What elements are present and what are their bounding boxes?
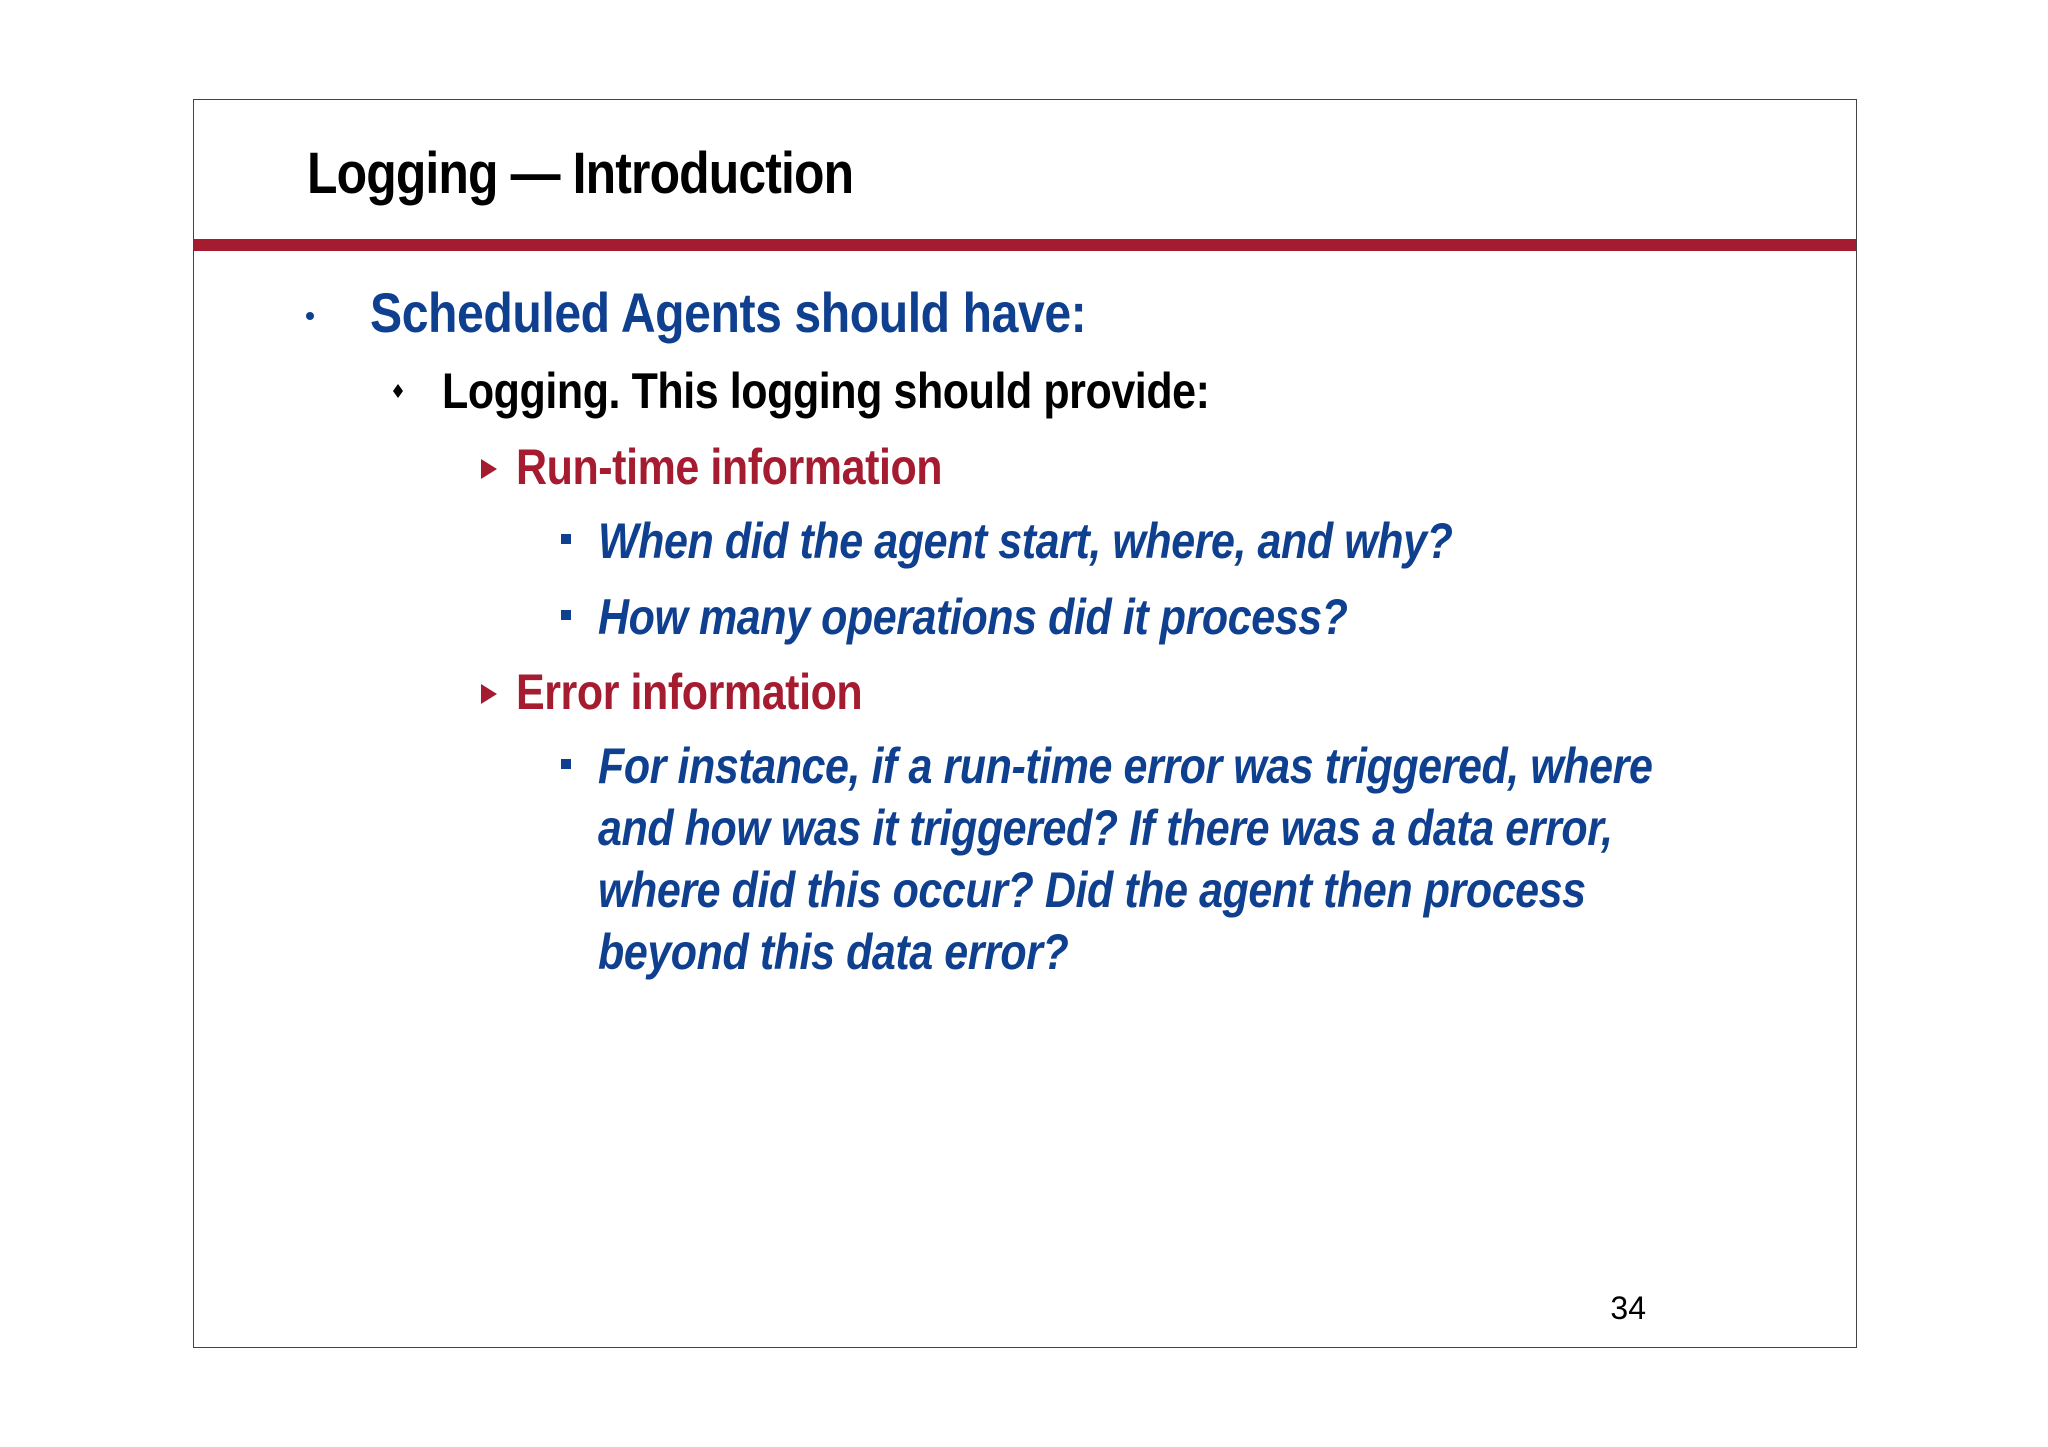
- square-bullet-icon: [561, 610, 571, 620]
- bullet-level3-error-info: Error information: [516, 664, 863, 720]
- diamond-bullet-icon: [393, 384, 403, 398]
- bullet-level4-operations: How many operations did it process?: [598, 589, 1348, 645]
- title-divider-bar: [194, 239, 1856, 251]
- bullet-level4-error-detail-line3: where did this occur? Did the agent then process: [598, 862, 1586, 918]
- bullet-level4-agent-start: When did the agent start, where, and why?: [598, 513, 1453, 569]
- bullet-level2-logging: Logging. This logging should provide:: [442, 363, 1210, 419]
- bullet-level4-error-detail-line4: beyond this data error?: [598, 924, 1069, 980]
- bullet-level1-scheduled-agents: Scheduled Agents should have:: [370, 281, 1087, 344]
- dot-bullet-icon: [306, 312, 314, 320]
- bullet-level3-runtime-info: Run-time information: [516, 439, 943, 495]
- slide: [193, 99, 1857, 1348]
- triangle-bullet-icon: [481, 459, 497, 479]
- bullet-level4-error-detail-line2: and how was it triggered? If there was a data error,: [598, 800, 1613, 856]
- page-number: 34: [1610, 1290, 1646, 1326]
- square-bullet-icon: [561, 759, 571, 769]
- square-bullet-icon: [561, 534, 571, 544]
- slide-title: Logging — Introduction: [307, 141, 854, 206]
- title-divider: [194, 239, 1856, 251]
- bullet-level4-error-detail-line1: For instance, if a run-time error was triggered, where: [598, 738, 1653, 794]
- triangle-bullet-icon: [481, 684, 497, 704]
